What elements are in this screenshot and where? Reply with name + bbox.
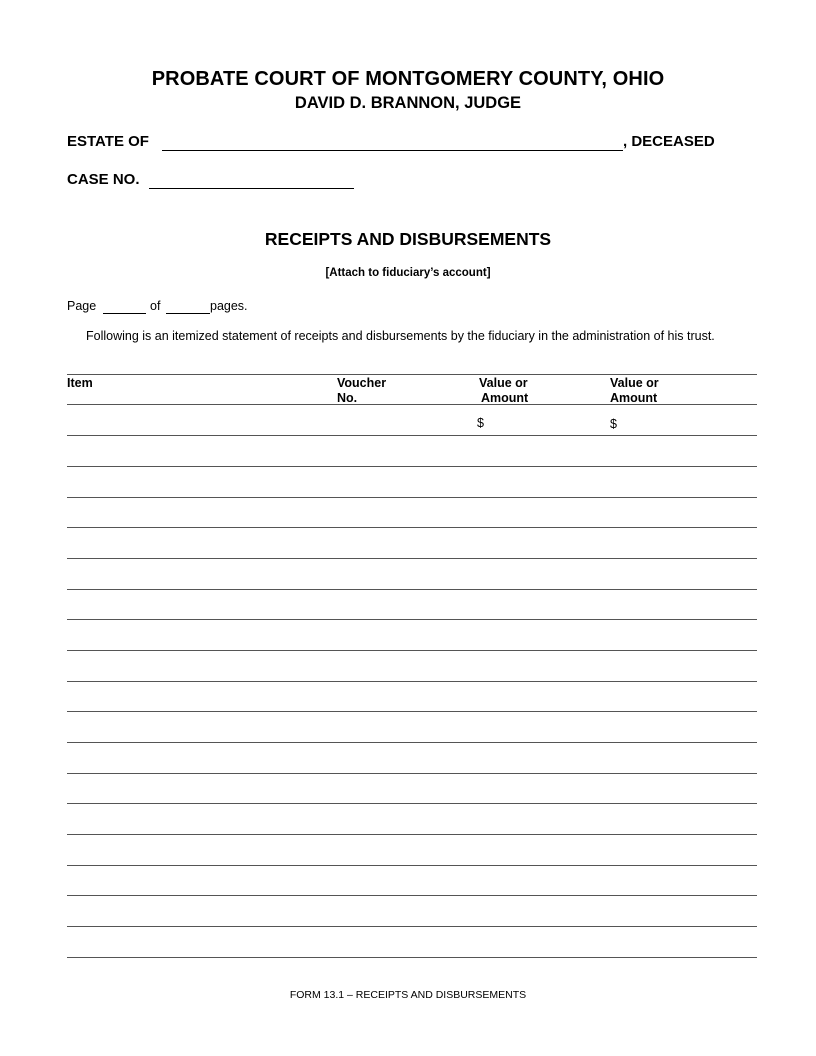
currency-symbol-col4: $ [610,417,617,431]
table-row[interactable] [67,619,757,620]
column-header-value-2-line1: Value or [610,376,659,390]
table-row[interactable] [67,435,757,436]
of-label: of [150,299,161,313]
attach-note: [Attach to fiduciary’s account] [325,267,491,279]
table-row[interactable] [67,650,757,651]
table-row[interactable] [67,558,757,559]
table-row[interactable] [67,466,757,467]
column-header-value-1-line1: Value or [479,376,528,390]
court-title: PROBATE COURT OF MONTGOMERY COUNTY, OHIO [151,68,665,90]
deceased-label: , DECEASED [623,133,715,150]
column-header-item [67,376,93,391]
table-row[interactable] [67,711,757,712]
table-row[interactable] [67,497,757,498]
total-pages-field[interactable] [166,299,210,314]
column-header-item-line1: Item [67,376,93,390]
estate-label: ESTATE OF [67,133,149,150]
column-header-value-1 [479,376,528,406]
currency-symbol-col3: $ [477,416,484,430]
column-header-value-1-line2: Amount [481,391,529,405]
case-number-field[interactable] [149,171,354,189]
table-row[interactable] [67,773,757,774]
page-number-field[interactable] [103,299,146,314]
column-header-voucher-line2: No. [337,391,358,405]
pages-label: pages. [210,299,248,313]
estate-name-field[interactable] [162,133,623,151]
table-row[interactable] [67,926,757,927]
column-header-voucher-line1: Voucher [337,376,387,390]
judge-name: DAVID D. BRANNON, JUDGE [294,94,522,112]
column-header-value-2 [610,376,659,406]
table-row[interactable] [67,895,757,896]
table-top-rule [67,374,757,375]
statement-text: Following is an itemized statement of receipts and disbursements by the fiduciary in the administration of his trust. [86,329,715,343]
table-row[interactable] [67,742,757,743]
case-number-label: CASE NO. [67,171,140,188]
form-footer: FORM 13.1 – RECEIPTS AND DISBURSEMENTS [289,989,527,1001]
form-title: RECEIPTS AND DISBURSEMENTS [264,229,552,249]
table-row[interactable] [67,803,757,804]
page-label: Page [67,299,97,313]
table-row[interactable] [67,957,757,958]
table-header-rule [67,404,757,405]
column-header-value-2-line2: Amount [610,391,658,405]
table-row[interactable] [67,589,757,590]
table-row[interactable] [67,527,757,528]
table-row[interactable] [67,681,757,682]
table-row[interactable] [67,865,757,866]
column-header-voucher [337,376,386,406]
table-row[interactable] [67,834,757,835]
